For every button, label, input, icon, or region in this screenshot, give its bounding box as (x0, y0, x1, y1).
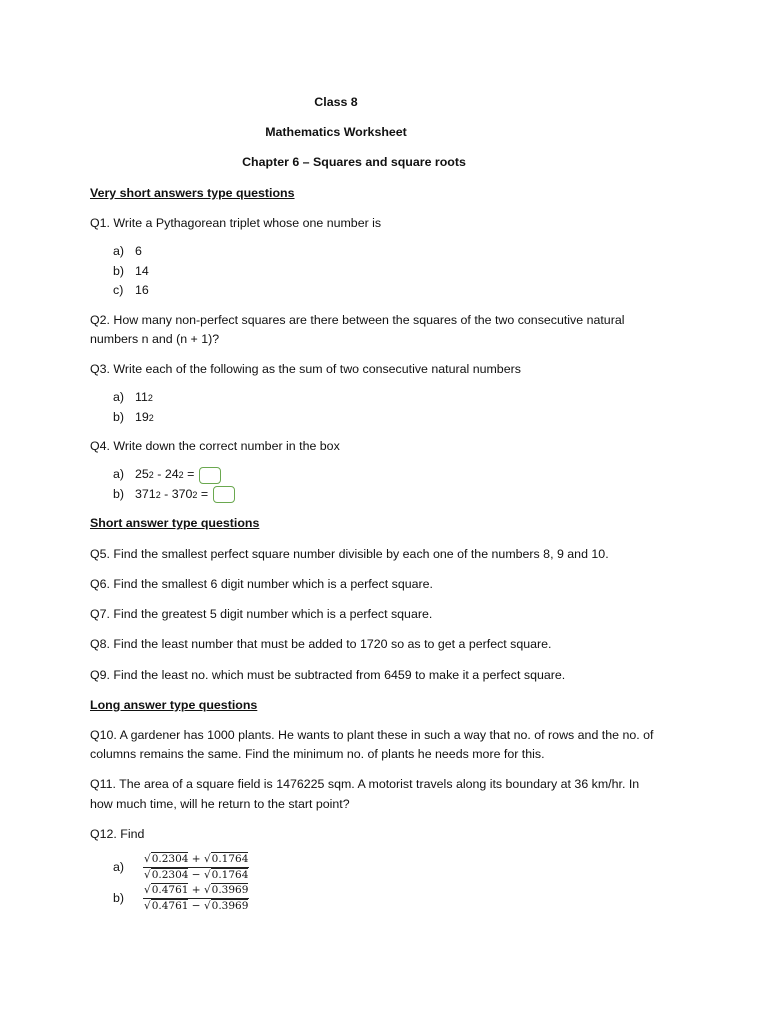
chapter-heading: Chapter 6 – Squares and square roots (242, 155, 466, 170)
question-8: Q8. Find the least number that must be added to 1720 so as to get a perfect square. (90, 637, 552, 652)
question-4: Q4. Write down the correct number in the box (90, 439, 340, 454)
answer-box[interactable] (213, 486, 235, 503)
question-7: Q7. Find the greatest 5 digit number which is a perfect square. (90, 607, 433, 622)
subject-heading: Mathematics Worksheet (265, 125, 407, 140)
question-4-options (90, 465, 690, 504)
question-1: Q1. Write a Pythagorean triplet whose one number is (90, 215, 382, 230)
fraction-numerator: √0.2304 + √0.1764 (143, 853, 249, 868)
question-12-options (90, 853, 690, 914)
option-item: b) 371 2 - 370 2 = (113, 485, 690, 505)
question-2: Q2. How many non-perfect squares are there between the squares of the two consecutive natural numbers n and (n + 1)? (90, 312, 625, 346)
option-item: c) 16 (113, 283, 149, 298)
section-very-short: Very short answers type questions (90, 185, 295, 200)
question-10: Q10. A gardener has 1000 plants. He wants to plant these in such a way that no. of rows and the no. of columns remains the same. Find the minimum no. of plants he needs more for this. (90, 728, 654, 762)
option-item: b) 14 (113, 263, 149, 278)
worksheet-page (90, 93, 690, 924)
question-5: Q5. Find the smallest perfect square number divisible by each one of the numbers 8, 9 and 10. (90, 546, 609, 561)
option-item: a) $\frac{√0.2304 + √0.1764}{√0.2304 - √0.1764}$ (113, 853, 249, 882)
question-11: Q11. The area of a square field is 1476225 sqm. A motorist travels along its boundary at 36 km/hr. In how much time, will he return to the start point? (90, 777, 640, 811)
question-1-options (90, 242, 690, 301)
section-short: Short answer type questions (90, 516, 260, 531)
class-heading: Class 8 (314, 95, 358, 109)
option-item: a) 11 2 (113, 390, 153, 405)
question-3-options (90, 388, 690, 427)
question-6: Q6. Find the smallest 6 digit number which is a perfect square. (90, 576, 433, 591)
option-item: b) $\frac{√0.4761 + √0.3969}{√0.4761 - √0.3969}$ (113, 884, 249, 913)
fraction-denominator: √0.2304 − √0.1764 (144, 869, 249, 882)
option-item: a) 6 (113, 244, 142, 259)
option-item: b) 19 2 (113, 409, 154, 424)
question-12: Q12. Find (90, 826, 145, 841)
fraction (143, 853, 249, 882)
fraction (143, 884, 249, 913)
fraction-numerator: √0.4761 + √0.3969 (143, 884, 249, 899)
question-3: Q3. Write each of the following as the sum of two consecutive natural numbers (90, 362, 521, 377)
fraction-denominator: √0.4761 − √0.3969 (144, 900, 249, 913)
option-item: a) 25 2 - 24 2 = (113, 465, 690, 485)
section-long: Long answer type questions (90, 697, 258, 712)
question-9: Q9. Find the least no. which must be subtracted from 6459 to make it a perfect square. (90, 667, 566, 682)
answer-box[interactable] (199, 467, 221, 484)
